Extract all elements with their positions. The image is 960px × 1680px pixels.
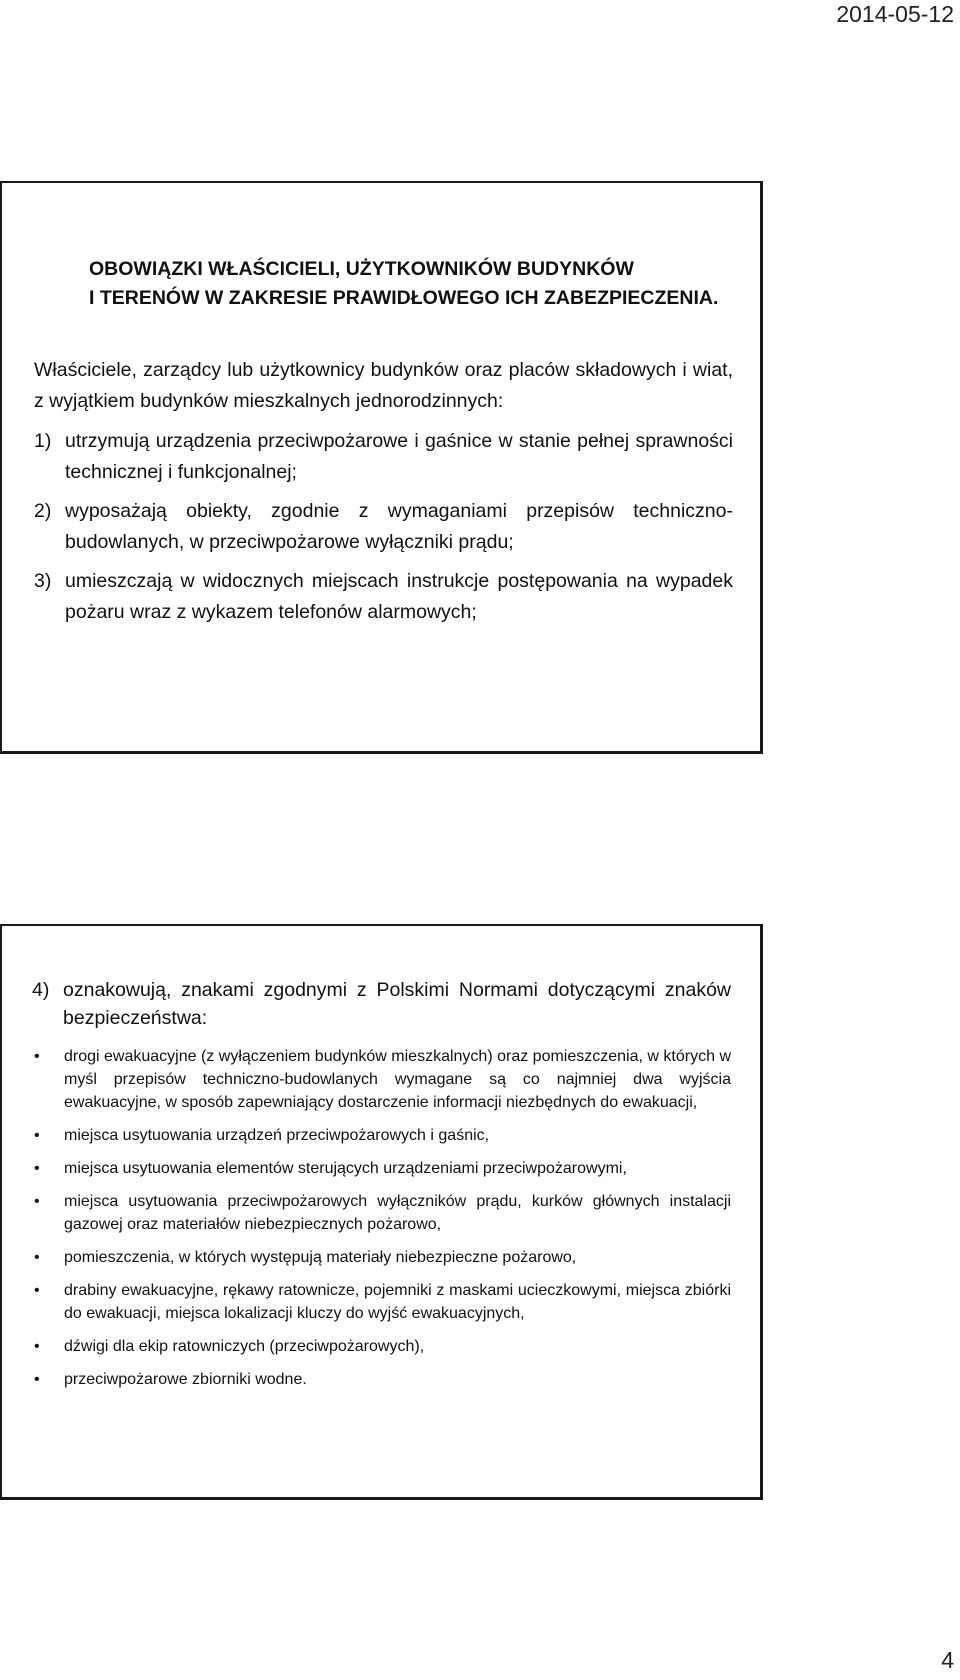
bullet-text: przeciwpożarowe zbiorniki wodne. — [64, 1371, 307, 1388]
list-item — [32, 1335, 731, 1358]
page-number: 4 — [941, 1647, 954, 1673]
list-item — [32, 1368, 731, 1391]
bullet-list — [32, 1045, 731, 1391]
bullet-text: miejsca usytuowania przeciwpożarowych wyłączników prądu, kurków głównych instalacji gazowej oraz materiałów niebezpiecznych pożarowo, — [64, 1193, 731, 1233]
list-item — [32, 1124, 731, 1147]
item-number: 3) — [34, 570, 52, 592]
bullet-text: dźwigi dla ekip ratowniczych (przeciwpożarowych), — [64, 1338, 425, 1355]
bullet-icon: • — [34, 1160, 40, 1177]
bullet-text: drabiny ewakuacyjne, rękawy ratownicze, pojemniki z maskami ucieczkowymi, miejsca zbiórki do ewakuacji, miejsca lokalizacji kluczy do wyjść ewakuacyjnych, — [64, 1282, 731, 1322]
slide-1 — [0, 181, 763, 754]
title-line-2: I TERENÓW W ZAKRESIE PRAWIDŁOWEGO ICH ZABEZPIECZENIA. — [89, 287, 719, 309]
list-item — [32, 1157, 731, 1180]
numbered-item-2 — [34, 496, 733, 558]
page-date: 2014-05-12 — [836, 1, 954, 27]
bullet-text: miejsca usytuowania urządzeń przeciwpożarowych i gaśnic, — [64, 1127, 490, 1144]
list-item — [32, 1279, 731, 1325]
title-line-1: OBOWIĄZKI WŁAŚCICIELI, UŻYTKOWNIKÓW BUDYNKÓW — [89, 258, 634, 280]
list-item — [32, 1045, 731, 1114]
numbered-item-4 — [32, 976, 731, 1032]
item-text: wyposażają obiekty, zgodnie z wymaganiami przepisów techniczno-budowlanych, w przeciwpożarowe wyłączniki prądu; — [65, 500, 733, 553]
numbered-item-1 — [34, 426, 733, 488]
item-number: 4) — [32, 979, 50, 1001]
item-text: oznakowują, znakami zgodnymi z Polskimi Normami dotyczącymi znaków bezpieczeństwa: — [63, 979, 731, 1029]
item-number: 1) — [34, 430, 52, 452]
bullet-icon: • — [34, 1193, 40, 1210]
list-item — [32, 1190, 731, 1236]
bullet-icon: • — [34, 1371, 40, 1388]
bullet-text: drogi ewakuacyjne (z wyłączeniem budynków mieszkalnych) oraz pomieszczenia, w których w myśl przepisów techniczno-budowlanych wymagane są co najmniej dwa wyjścia ewakuacyjne, w sposób zapewniający dostarczenie informacji niezbędnych do ewakuacji, — [64, 1048, 731, 1111]
bullet-icon: • — [34, 1249, 40, 1266]
bullet-icon: • — [34, 1338, 40, 1355]
slide-2 — [0, 924, 763, 1500]
item-text: umieszczają w widocznych miejscach instrukcje postępowania na wypadek pożaru wraz z wykazem telefonów alarmowych; — [65, 570, 733, 623]
bullet-icon: • — [34, 1282, 40, 1299]
item-text: utrzymują urządzenia przeciwpożarowe i gaśnice w stanie pełnej sprawności technicznej i funkcjonalnej; — [65, 430, 733, 483]
item-number: 2) — [34, 500, 52, 522]
slide-title — [89, 255, 733, 313]
intro-paragraph: Właściciele, zarządcy lub użytkownicy budynków oraz placów składowych i wiat, z wyjątkiem budynków mieszkalnych jednorodzinnych: — [34, 359, 733, 412]
list-item — [32, 1246, 731, 1269]
bullet-icon: • — [34, 1048, 40, 1065]
bullet-icon: • — [34, 1127, 40, 1144]
bullet-text: pomieszczenia, w których występują materiały niebezpieczne pożarowo, — [64, 1249, 577, 1266]
bullet-text: miejsca usytuowania elementów sterujących urządzeniami przeciwpożarowymi, — [64, 1160, 627, 1177]
numbered-item-3 — [34, 566, 733, 628]
